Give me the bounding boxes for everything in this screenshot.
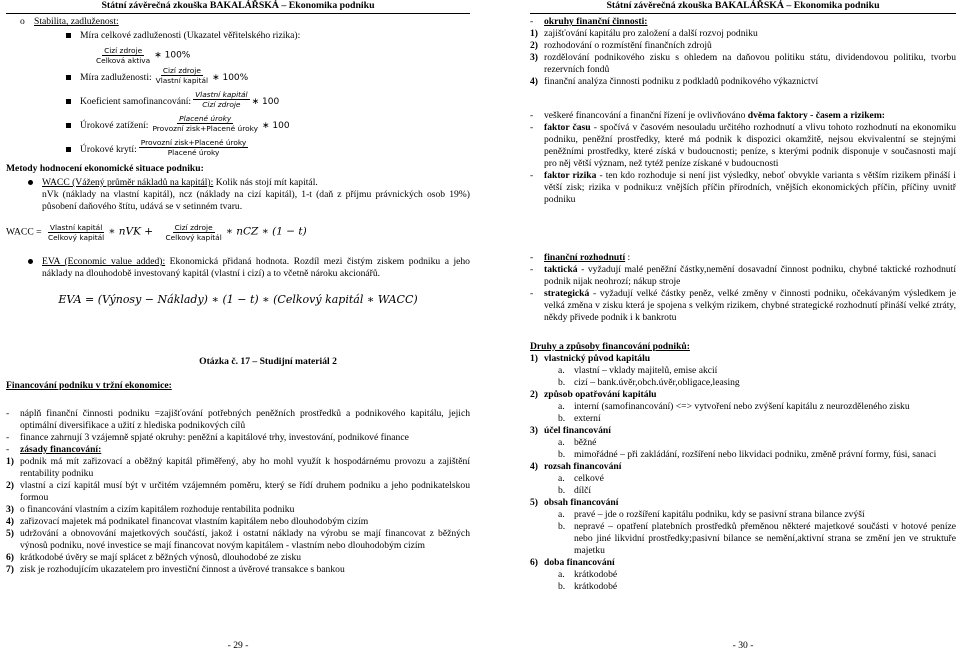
formula-numerator: Vlastní kapitál: [49, 223, 103, 232]
list-marker: 4): [530, 461, 538, 472]
debt-ratio-label: Míra celkové zadluženosti (Ukazatel věřitelského rizika):: [80, 30, 301, 41]
type-group: [530, 389, 956, 401]
wacc-lhs: WACC =: [6, 226, 42, 238]
decisions-section: - finanční rozhodnutí : - taktická - vyžadují malé peněžní částky,nemění dosavadní činnost podniku, chybné taktické rozhodnutí podnik nijak neohrozí; nákup stroje - strategická - vyžadují velké částky peněz, velké změny v činnosti podniku, očekávaným výsledkem je velká změna v zisku která je spojena s velkým rizikem, chybné strategické rozhodnutí přináší velké ztráty, někdy přivede podnik i k bankrotu: [530, 252, 956, 323]
type-subitem: [530, 365, 956, 377]
time-factor-label: faktor času: [544, 122, 591, 133]
type-group: [530, 353, 956, 365]
decisions-heading: finanční rozhodnutí: [544, 252, 626, 263]
type-subitem-text: mimořádné – při zakládání, rozšíření nebo likvidaci podniku, změně právní formy, fúsi, sanaci: [574, 449, 937, 460]
list-marker: -: [6, 432, 10, 443]
interest-burden-label: Úrokové zatížení:: [80, 120, 149, 131]
type-subitem: [530, 437, 956, 449]
formula-numerator: Cizí zdroje: [174, 223, 213, 232]
type-subitem-text: nepravé – opatření platebních prostředků přeměnou některé majetkové součásti v hotové peníze nebo jiné likvidní prostředky;pasivní bilance se nemění,aktivní strana se změní jen ve struktuře majetku: [574, 521, 956, 556]
formula-multiplier: ∗ 100: [251, 97, 280, 107]
list-marker: -: [6, 408, 10, 419]
formula-numerator: Provozní zisk+Placené úroky: [140, 138, 247, 147]
principle-item: [6, 516, 470, 528]
formula-numerator: Vlastní kapitál: [195, 90, 248, 99]
tactical-text: - vyžadují malé peněžní částky,nemění dosavadní činnost podniku, chybné taktické rozhodnutí podnik nijak neohrozí; nákup stroje: [544, 264, 956, 287]
formula-multiplier: ∗ 100: [262, 121, 290, 131]
principle-text: zařizovací majetek má podnikatel financovat vlastním kapitálem nebo dlouhodobým cizím: [20, 516, 369, 527]
type-subitem: [530, 581, 956, 593]
factors-section: - veškeré financování a finanční řízení je ovlivňováno dvěma faktory - časem a rizikem: - faktor času - spočívá v časovém nesouladu určitého rozhodnutí a vlivu tohoto rozhodnutí na ekonomiku podniku, peněžní prostředky, které má podnik k dispozici okamžitě, nejsou ekvivalentní se stejnými peněžními prostředky, které získá v budoucnosti; peníze, s kterými podnik disponuje v současnosti mají pro něj větší význam, než tytéž peníze získané v budoucnosti - faktor rizika - ten kdo rozhoduje si není jist výsledky, neboť obvykle varianta s větším rizikem přináší i větší zisk; rizika v podniku:z vnějších příčin přírodních, vnějších ekonomických příčin, příčiny uvnitř podniku: [530, 110, 956, 205]
list-marker: 4): [6, 516, 14, 527]
right-page: [530, 0, 956, 654]
list-item-text: náplň finanční činnosti podniku =zajišťování potřebných peněžních prostředků a podnikového kapitálu, jejich optimální diversifikace a užití z hlediska podnikových cílů: [20, 408, 470, 431]
risk-factor-label: faktor rizika: [544, 170, 597, 181]
list-marker: 5): [6, 528, 14, 539]
list-item: [6, 432, 470, 444]
list-marker: a.: [558, 401, 565, 412]
list-marker: 6): [530, 557, 538, 568]
formula-numerator: Cizí zdroje: [104, 46, 143, 55]
type-subitem-text: dílčí: [574, 485, 592, 496]
list-item-text: rozdělování podnikového zisku s ohledem na daňovou politiku státu, dividendovou politiku, tvorbu rezervních fondů: [544, 52, 956, 75]
square-bullet-icon: [66, 99, 71, 104]
bullet-icon: [28, 180, 33, 185]
scope-section: - okruhy finanční činnosti: 1) zajišťování kapitálu pro založení a další rozvoj podniku 2) rozhodování o rozmístění finančních zdrojů 3) rozdělování podnikového zisku s ohledem na daňovou politiku státu, dividendovou politiku, tvorbu rezervních fondů 4) finanční analýza činnosti podniku z podkladů podnikového výkaznictví: [530, 16, 956, 87]
strategic-text: - vyžadují velké částky peněz, velké změny v činnosti podniku, očekávaným výsledkem je velká změna v zisku která je spojena s velkým rizikem, chybné strategické rozhodnutí přináší velké ztráty, někdy přivede podnik i k bankrotu: [544, 288, 956, 323]
page-number: - 30 -: [732, 640, 754, 651]
interest-coverage-label: Úrokové krytí:: [80, 144, 137, 155]
type-subitem: [530, 401, 956, 413]
type-group-label: rozsah financování: [544, 461, 622, 472]
list-item: [6, 444, 470, 456]
list-marker: b.: [558, 485, 566, 496]
decisions-colon: :: [625, 252, 631, 263]
right-page-header: Státní závěrečná zkouška BAKALÁŘSKÁ – Ekonomika podniku: [530, 0, 956, 14]
type-group: [530, 461, 956, 473]
formula-denominator: Celková aktiva: [96, 56, 151, 65]
strategic-label: strategická: [544, 288, 590, 299]
risk-factor-text: - ten kdo rozhoduje si není jist výsledky, neboť obvykle varianta s větším rizikem přináší i větší zisk; rizika v podniku:z vnějších příčin přírodních, vnějších ekonomických příčin, příčiny uvnitř podniku: [544, 170, 956, 205]
type-group-label: doba financování: [544, 557, 615, 568]
list-marker: a.: [558, 365, 565, 376]
wacc-term: WACC (Vážený průměr nákladů na kapitál):: [42, 177, 214, 188]
time-factor-text: - spočívá v časovém nesouladu určitého rozhodnutí a vlivu tohoto rozhodnutí na ekonomiku podniku, peněžní prostředky, které má podnik k dispozici okamžitě, nejsou ekvivalentní se stejnými peněžními prostředky, které získá v budoucnosti; peníze, s kterými podnik disponuje v současnosti mají pro něj větší význam, než tytéž peníze získané v budoucnosti: [544, 122, 956, 169]
formula-term: ∗ nCZ ∗ (1 − t): [225, 225, 307, 238]
formula-denominator: Placené úroky: [167, 148, 220, 157]
type-group-label: účel financování: [544, 425, 611, 436]
formula-denominator: Cizí zdroje: [202, 100, 241, 109]
list-marker: -: [6, 444, 10, 455]
wacc-formula: [6, 223, 470, 242]
formula-denominator: Provozní zisk+Placené úroky: [152, 124, 259, 133]
type-subitem-text: celkové: [574, 473, 604, 484]
type-group: [530, 425, 956, 437]
list-marker: a.: [558, 569, 565, 580]
methods-heading: Metody hodnocení ekonomické situace podniku:: [6, 163, 204, 174]
type-group: [530, 557, 956, 569]
types-section: [530, 341, 956, 593]
list-marker: b.: [558, 521, 566, 532]
principle-item: [6, 504, 470, 516]
methods-section: [6, 163, 470, 306]
tactical-label: taktická: [544, 264, 578, 275]
wacc-description: nVk (náklady na vlastní kapitál), ncz (náklady na cizí kapitál), 1-t (daň z příjmu právnických osob 19%) působení daňového štítu, udává se v setinném tvaru.: [42, 189, 470, 212]
stability-heading: Stabilita, zadluženost:: [34, 16, 119, 27]
type-subitem: [530, 473, 956, 485]
principle-text: krátkodobé úvěry se mají splácet z běžných výnosů, dlouhodobé ze zisku: [20, 552, 302, 563]
principles-heading: zásady financování:: [20, 444, 102, 455]
wacc-short: Kolik nás stojí mít kapitál.: [213, 177, 318, 188]
list-marker: b.: [558, 377, 566, 388]
square-bullet-icon: [66, 123, 71, 128]
types-list: [530, 353, 956, 593]
type-subitem-text: běžné: [574, 437, 597, 448]
formula-denominator: Vlastní kapitál: [155, 76, 209, 85]
formula-term: ∗ nVK +: [108, 225, 154, 238]
square-bullet-icon: [66, 75, 71, 80]
factors-emphasis: dvěma faktory - časem a rizikem:: [747, 110, 885, 121]
debt-ratio-formula: [92, 46, 190, 65]
eva-term: EVA (Economic value added):: [42, 256, 166, 267]
type-subitem: [530, 449, 956, 461]
list-marker: a.: [558, 473, 565, 484]
type-subitem: [530, 521, 956, 557]
principle-text: o financování vlastním a cizím kapitálem rozhoduje rentabilita podniku: [20, 504, 295, 515]
principle-text: udržování a obnovování majetkových součástí, jakož i ostatní náklady na výrobu se mají financovat z běžných výnosů podniku, nové investice se mají financovat novým kapitálem - vlastním nebo dlouhodobým cizím: [20, 528, 470, 551]
formula-numerator: Placené úroky: [179, 114, 232, 123]
list-item-text: finance zahrnují 3 vzájemně spjaté okruhy: peněžní a kapitálové trhy, investování, podnikové finance: [20, 432, 409, 443]
list-item-text: zajišťování kapitálu pro založení a další rozvoj podniku: [544, 28, 758, 39]
principle-item: [6, 456, 470, 480]
type-subitem-text: interní (samofinancování) <=> vytvoření nebo zvýšení kapitálu z neurozděleného zisku: [574, 401, 910, 412]
list-marker: 3): [6, 504, 14, 515]
type-subitem-text: pravé – jde o rozšíření kapitálu podniku, kdy se pasivní strana bilance zvýší: [574, 509, 865, 520]
type-subitem: [530, 485, 956, 497]
circle-bullet-icon: o: [20, 16, 25, 27]
type-group-label: obsah financování: [544, 497, 619, 508]
list-item-text: finanční analýza činnosti podniku z podkladů podnikového výkaznictví: [544, 76, 819, 87]
type-subitem-text: cizí – bank.úvěr,obch.úvěr,obligace,leasing: [574, 377, 740, 388]
type-group-label: způsob opatřování kapitálu: [544, 389, 657, 400]
type-subitem-text: vlastní – vklady majitelů, emise akcií: [574, 365, 718, 376]
list-marker: 2): [6, 480, 14, 491]
self-financing-label: Koeficient samofinancování:: [80, 96, 192, 107]
factors-intro: veškeré financování a finanční řízení je ovlivňováno: [544, 110, 748, 121]
list-item: [530, 52, 956, 76]
list-marker: 3): [530, 425, 538, 436]
question-title: Otázka č. 17 – Studijní materiál 2: [199, 356, 337, 367]
principle-item: [6, 564, 470, 576]
list-marker: 1): [530, 28, 538, 39]
formula-numerator: Cizí zdroje: [162, 66, 201, 75]
page-number: - 29 -: [227, 640, 249, 651]
type-subitem-text: krátkodobé: [574, 569, 618, 580]
list-marker: b.: [558, 413, 566, 424]
leverage-label: Míra zadluženosti:: [80, 72, 152, 83]
list-marker: a.: [558, 437, 565, 448]
list-marker: b.: [558, 581, 566, 592]
list-marker: b.: [558, 449, 566, 460]
type-group-label: vlastnický původ kapitálu: [544, 353, 651, 364]
list-item: [6, 408, 470, 432]
type-subitem-text: krátkodobé: [574, 581, 618, 592]
list-marker: 2): [530, 40, 538, 51]
list-marker: a.: [558, 509, 565, 520]
principle-text: podnik má mít zařizovací a oběžný kapitál přiměřený, aby ho mohl využít k hospodárnému provozu a zajištění rentability podniku: [20, 456, 470, 479]
type-subitem-text: externí: [574, 413, 601, 424]
list-marker: 5): [530, 497, 538, 508]
formula-denominator: Celkový kapitál: [47, 233, 105, 242]
list-marker: 4): [530, 76, 538, 87]
formula-multiplier: ∗ 100%: [154, 50, 191, 61]
list-marker: 6): [6, 552, 14, 563]
principle-item: [6, 480, 470, 504]
list-marker: 2): [530, 389, 538, 400]
list-item: [530, 40, 956, 52]
financing-heading: Financování podniku v tržní ekonomice:: [6, 380, 172, 391]
scope-heading: okruhy finanční činnosti:: [544, 16, 648, 27]
type-group: [530, 497, 956, 509]
list-marker: 7): [6, 564, 14, 575]
type-subitem: [530, 569, 956, 581]
left-page: [6, 0, 470, 654]
type-subitem: [530, 377, 956, 389]
principle-text: zisk je rozhodujícím ukazatelem pro investiční činnost a úvěrové transakce s bankou: [20, 564, 345, 575]
financing-list: [6, 408, 470, 576]
eva-short: Ekonomická přidaná hodnota.: [165, 256, 290, 267]
list-marker: 1): [530, 353, 538, 364]
eva-description: Rozdíl mezi čistým ziskem podniku a jeho náklady na dlouhodobě investovaný kapitál (vlastní i cizí) a to včetně nároku akcionářů.: [42, 256, 470, 279]
list-item-text: rozhodování o rozmístění finančních zdrojů: [544, 40, 712, 51]
financing-section: [6, 380, 470, 576]
list-marker: 1): [6, 456, 14, 467]
principle-item: [6, 528, 470, 552]
principle-text: vlastní a cizí kapitál musí být v určitém vzájemném poměru, který se řídí druhem podniku a jeho podnikatelskou formou: [20, 480, 470, 503]
type-subitem: [530, 413, 956, 425]
left-page-header: Státní závěrečná zkouška BAKALÁŘSKÁ – Ekonomika podniku: [6, 0, 470, 14]
formula-multiplier: ∗ 100%: [212, 73, 249, 83]
types-heading: Druhy a způsoby financování podniků:: [530, 341, 690, 352]
square-bullet-icon: [66, 33, 71, 38]
formula-denominator: Celkový kapitál: [165, 233, 222, 242]
list-marker: 3): [530, 52, 538, 63]
list-item: [530, 76, 956, 88]
square-bullet-icon: [66, 147, 71, 152]
type-subitem: [530, 509, 956, 521]
eva-formula: EVA = (Výnosy − Náklady) ∗ (1 − t) ∗ (Celkový kapitál ∗ WACC): [58, 293, 418, 306]
list-item: [530, 28, 956, 40]
stability-section: [6, 16, 470, 157]
bullet-icon: [28, 259, 33, 264]
principle-item: [6, 552, 470, 564]
